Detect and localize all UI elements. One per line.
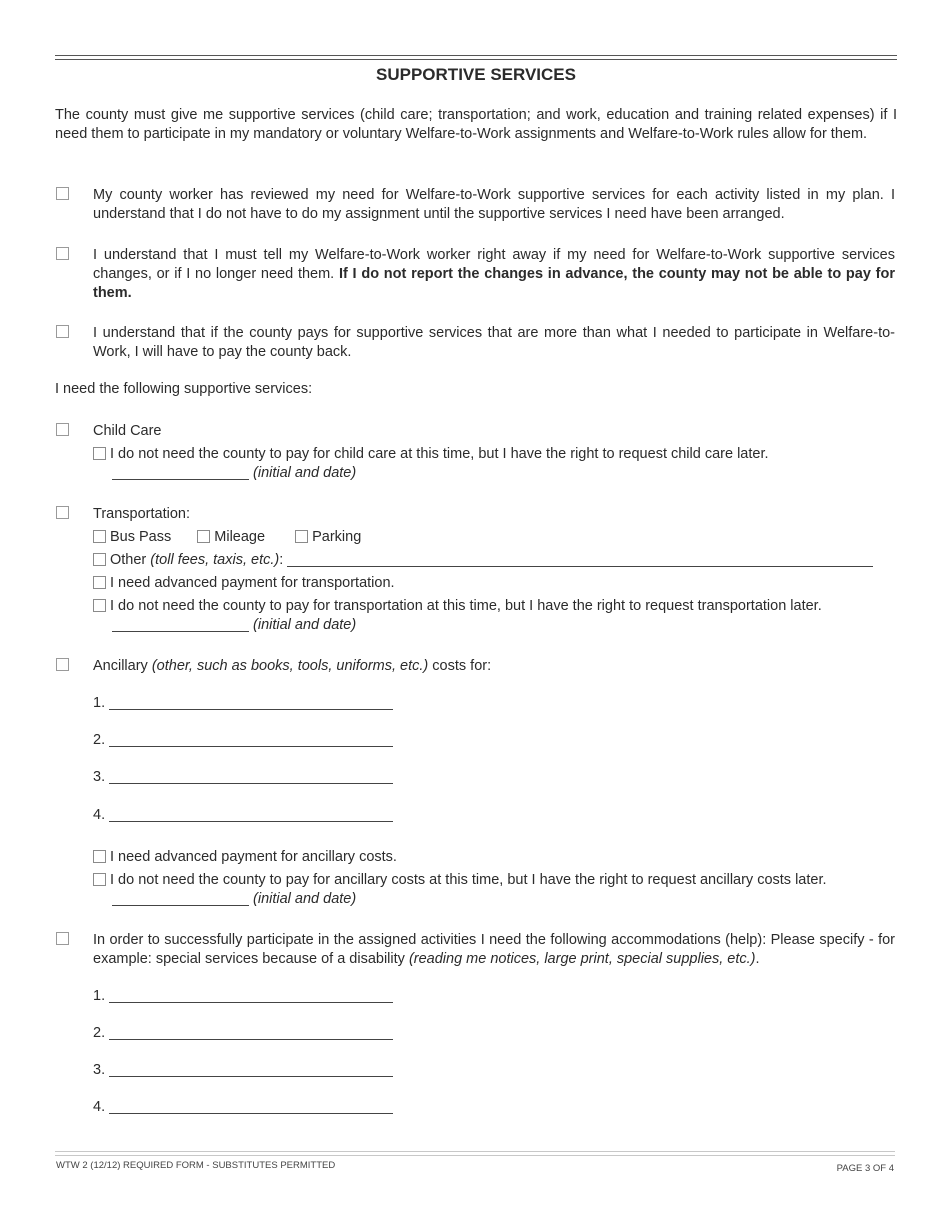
footer-rule-2	[55, 1155, 895, 1156]
form-id: WTW 2 (12/12) REQUIRED FORM - SUBSTITUTES PERMITTED	[56, 1160, 336, 1171]
child-care-section	[93, 422, 895, 483]
ancillary-decline-checkbox[interactable]	[93, 873, 106, 886]
transportation-advance-text: I need advanced payment for transportation.	[110, 575, 395, 591]
accommodations-plain: In order to successfully participate in the assigned activities I need the following accommodations (help): Please specify - for example: special services because of a disability	[93, 932, 895, 967]
other-field[interactable]	[287, 552, 873, 567]
ancillary-initial-field[interactable]	[112, 891, 249, 906]
ancillary-line-1-number: 1.	[93, 695, 106, 711]
accommodation-line-2-number: 2.	[93, 1025, 106, 1041]
transportation-advance-row	[93, 574, 895, 593]
transportation-decline-checkbox[interactable]	[93, 599, 106, 612]
statement-3-text: I understand that if the county pays for supportive services that are more than what I needed to participate in Welfare-to-Work, I will have to pay the county back.	[93, 325, 895, 360]
ancillary-initial-row	[93, 890, 895, 909]
accommodation-line-4-field[interactable]	[109, 1099, 393, 1114]
page-number: PAGE 3 OF 4	[836, 1163, 894, 1174]
parking-label: Parking	[312, 529, 362, 545]
transportation-advance-checkbox[interactable]	[93, 576, 106, 589]
statement-3-checkbox[interactable]	[56, 325, 69, 338]
child-care-decline-checkbox[interactable]	[93, 447, 106, 460]
statement-2-text	[93, 246, 895, 303]
ancillary-decline-row	[93, 871, 895, 890]
accommodation-line-3-number: 3.	[93, 1062, 106, 1078]
accommodation-line-1-field[interactable]	[109, 988, 393, 1003]
ancillary-advance-checkbox[interactable]	[93, 850, 106, 863]
child-care-checkbox[interactable]	[56, 423, 69, 436]
other-label: Other	[110, 552, 151, 568]
accommodation-line-3	[93, 1061, 393, 1080]
ancillary-line-2-field[interactable]	[109, 732, 393, 747]
accommodation-line-3-field[interactable]	[109, 1062, 393, 1077]
mileage-label: Mileage	[214, 529, 266, 545]
ancillary-initial-hint: (initial and date)	[253, 891, 357, 907]
transportation-decline-row	[93, 597, 895, 616]
ancillary-line-3	[93, 768, 393, 787]
intro-paragraph: The county must give me supportive services (child care; transportation; and work, education and training related expenses) if I need them to participate in my mandatory or voluntary Welfare-to-Work assignments and Welfare-to-Work rules allow for them.	[55, 107, 897, 142]
accommodation-line-1-number: 1.	[93, 988, 106, 1004]
ancillary-line-2	[93, 731, 393, 750]
ancillary-label-a: Ancillary	[93, 658, 152, 674]
statement-1-text: My county worker has reviewed my need for Welfare-to-Work supportive services for each activity listed in my plan. I understand that I do not have to do my assignment until the supportive services I need have been arranged.	[93, 187, 895, 222]
transportation-initial-row	[93, 616, 895, 635]
ancillary-line-4	[93, 806, 393, 825]
transportation-section	[93, 505, 895, 635]
statement-1-checkbox[interactable]	[56, 187, 69, 200]
footer-rule	[55, 1151, 895, 1152]
accommodations-text	[93, 931, 895, 969]
statement-2-checkbox[interactable]	[56, 247, 69, 260]
statement-2-plain: I understand that I must tell my Welfare-to-Work worker right away if my need for Welfare-to-Work supportive services changes, or if I no longer need them.	[93, 247, 895, 282]
ancillary-label-hint: (other, such as books, tools, uniforms, etc.)	[151, 658, 429, 674]
other-colon: :	[279, 552, 284, 568]
ancillary-line-4-field[interactable]	[109, 807, 393, 822]
page-title: SUPPORTIVE SERVICES	[376, 65, 576, 84]
child-care-initial-field[interactable]	[112, 465, 249, 480]
child-care-decline-row	[93, 445, 895, 464]
other-hint: (toll fees, taxis, etc.)	[150, 552, 280, 568]
transportation-other-row	[93, 551, 895, 570]
ancillary-line-3-field[interactable]	[109, 769, 393, 784]
transportation-label: Transportation:	[93, 506, 190, 522]
accommodation-line-4-number: 4.	[93, 1099, 106, 1115]
ancillary-line-3-number: 3.	[93, 769, 106, 785]
mileage-checkbox[interactable]	[197, 530, 210, 543]
child-care-initial-row	[93, 464, 895, 483]
accommodation-line-2-field[interactable]	[109, 1025, 393, 1040]
transportation-decline-text: I do not need the county to pay for transportation at this time, but I have the right to request transportation later.	[110, 598, 822, 614]
bus-pass-checkbox[interactable]	[93, 530, 106, 543]
accommodations-checkbox[interactable]	[56, 932, 69, 945]
transportation-options-row	[93, 528, 895, 547]
transportation-initial-field[interactable]	[112, 617, 249, 632]
accommodation-line-2	[93, 1024, 393, 1043]
ancillary-options	[93, 848, 895, 909]
ancillary-line-2-number: 2.	[93, 732, 106, 748]
statement-2-bold: If I do not report the changes in advance, the county may not be able to pay for them.	[93, 266, 895, 301]
accommodation-line-4	[93, 1098, 393, 1117]
accommodation-line-1	[93, 987, 393, 1006]
top-rule	[55, 55, 897, 56]
child-care-initial-hint: (initial and date)	[253, 465, 357, 481]
top-rule-2	[55, 59, 897, 60]
child-care-decline-text: I do not need the county to pay for child care at this time, but I have the right to request child care later.	[110, 446, 769, 462]
parking-checkbox[interactable]	[295, 530, 308, 543]
other-checkbox[interactable]	[93, 553, 106, 566]
transportation-initial-hint: (initial and date)	[253, 617, 357, 633]
ancillary-line-1-field[interactable]	[109, 695, 393, 710]
bus-pass-label: Bus Pass	[110, 529, 172, 545]
child-care-label: Child Care	[93, 423, 162, 439]
ancillary-line-4-number: 4.	[93, 807, 106, 823]
ancillary-advance-text: I need advanced payment for ancillary costs.	[110, 849, 397, 865]
ancillary-decline-text: I do not need the county to pay for ancillary costs at this time, but I have the right to request ancillary costs later.	[110, 872, 827, 888]
ancillary-advance-row	[93, 848, 895, 867]
ancillary-label-b: costs for:	[428, 658, 492, 674]
ancillary-label	[93, 657, 895, 676]
ancillary-checkbox[interactable]	[56, 658, 69, 671]
accommodations-end: .	[755, 951, 760, 967]
accommodations-hint: (reading me notices, large print, special supplies, etc.)	[408, 951, 756, 967]
transportation-checkbox[interactable]	[56, 506, 69, 519]
ancillary-line-1	[93, 694, 393, 713]
need-label: I need the following supportive services:	[55, 381, 313, 397]
